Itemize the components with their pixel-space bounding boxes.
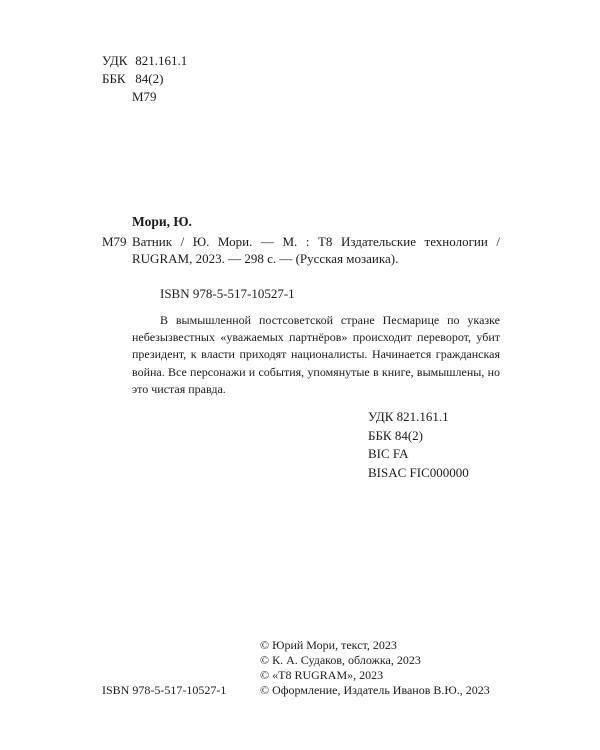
- header-udk: [102, 52, 187, 69]
- entry-bibliographic-description: Ватник / Ю. Мори. — М. : Т8 Издательские технологии / RUGRAM, 2023. — 298 с. — (Русская мозаика).: [132, 234, 500, 266]
- copyright-cover: © К. А. Судаков, обложка, 2023: [260, 653, 421, 667]
- copyright-block: [260, 638, 490, 698]
- entry-isbn: ISBN 978-5-517-10527-1: [160, 286, 295, 301]
- classification-udk: УДК 821.161.1: [368, 409, 449, 424]
- header-udk-value: 821.161.1: [135, 53, 188, 68]
- header-author-code: М79: [132, 89, 157, 104]
- copyright-publisher: © «Т8 RUGRAM», 2023: [260, 668, 384, 682]
- copyright-design: © Оформление, Издатель Иванов В.Ю., 2023: [260, 683, 490, 697]
- classification-block: [368, 408, 469, 482]
- classification-bisac: BISAC FIC000000: [368, 464, 469, 480]
- classification-bic: BIC FA: [368, 446, 409, 461]
- header-bbk: [102, 70, 163, 87]
- annotation-text: В вымышленной постсоветской стране Песмарице по указке небезызвестных «уважаемых партнёров» происходит переворот, убит президент, к власти приходят националисты. Начинается гражданская война. Все персонажи и события, упомянутые в книге, вымышлены, но это чистая правда.: [132, 313, 500, 396]
- header-udk-label: УДК: [102, 53, 128, 68]
- copyright-text: © Юрий Мори, текст, 2023: [260, 638, 397, 652]
- entry-author: Мори, Ю.: [132, 214, 192, 229]
- classification-bbk: ББК 84(2): [368, 427, 424, 443]
- isbn-bottom: ISBN 978-5-517-10527-1: [102, 683, 227, 697]
- header-bbk-label: ББК: [102, 71, 126, 86]
- header-bbk-value: 84(2): [135, 71, 164, 86]
- entry-side-code: М79: [102, 234, 127, 249]
